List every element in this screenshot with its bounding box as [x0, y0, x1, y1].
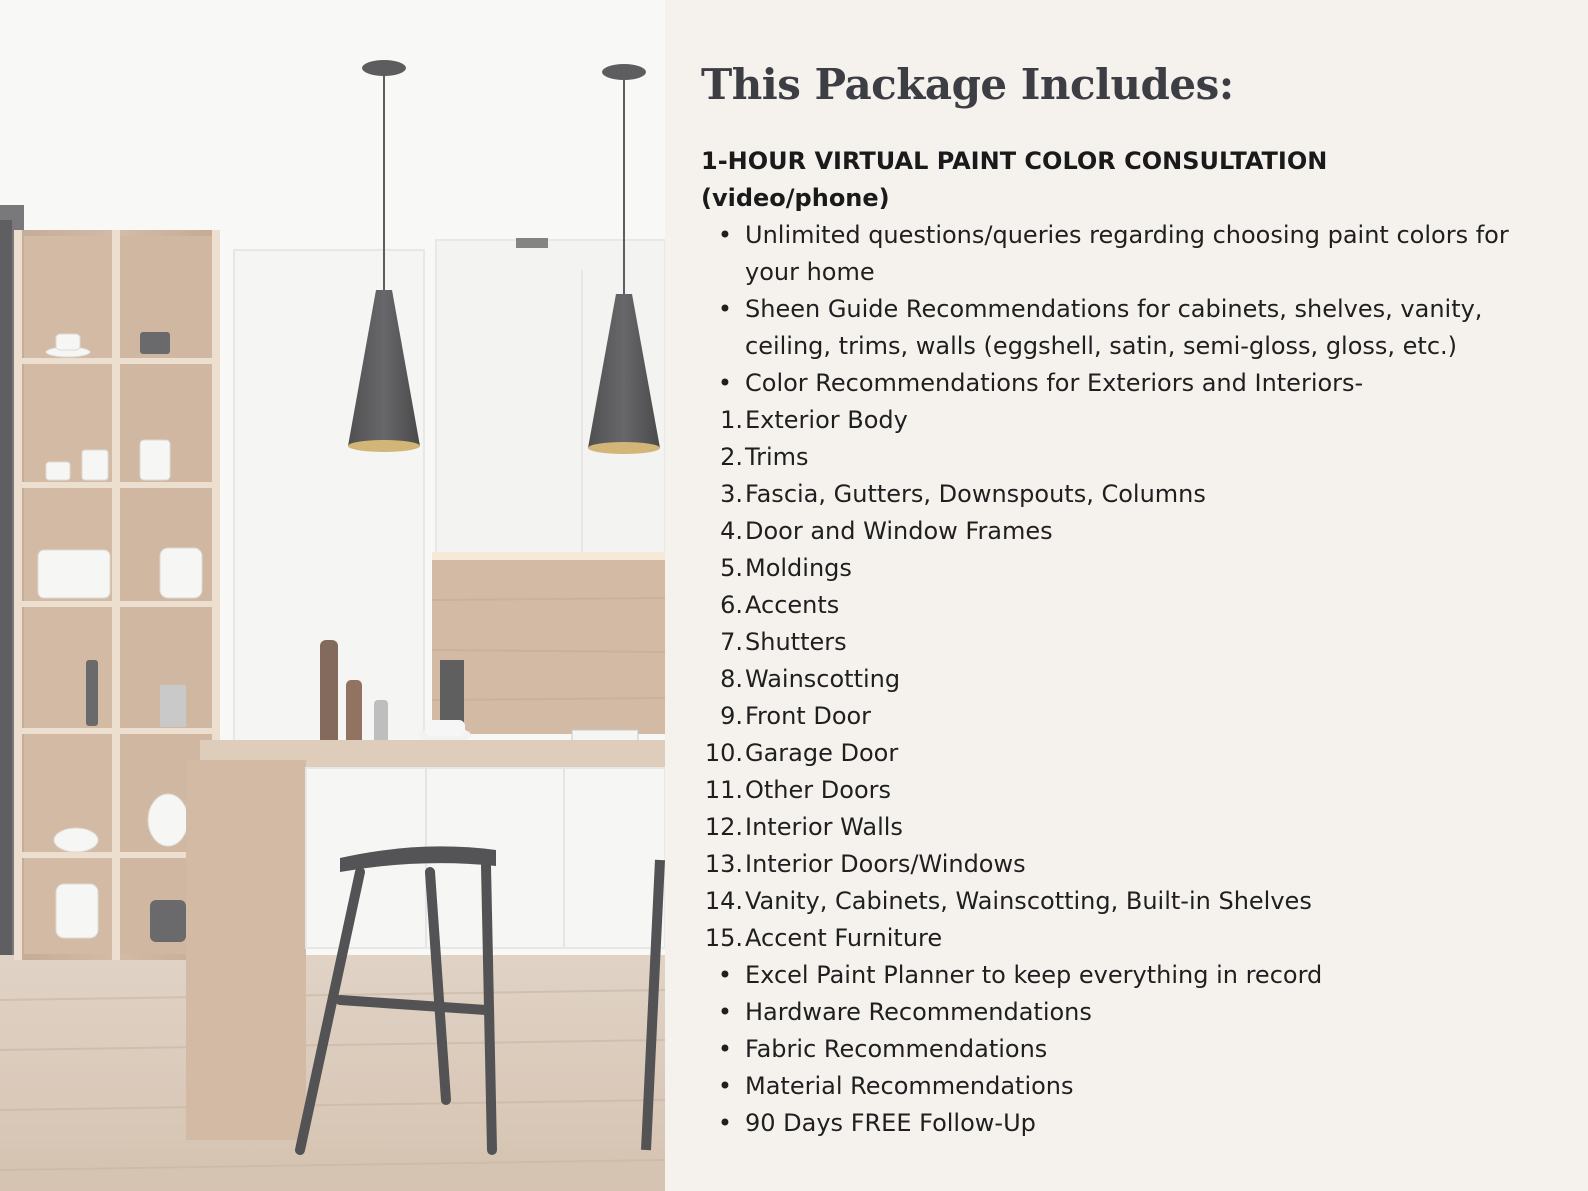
kitchen-illustration — [0, 0, 665, 1191]
numbered-item: 10. Garage Door — [704, 739, 899, 767]
numbered-item: 8. Wainscotting — [720, 665, 901, 693]
bullet-marker: • — [717, 369, 732, 397]
bullet-marker: • — [717, 961, 732, 989]
list-item: • Material Recommendations — [665, 1068, 1545, 1105]
bullet-marker: • — [717, 1109, 732, 1137]
list-item: • Color Recommendations for Exteriors and Interiors- — [665, 365, 1545, 402]
list-item: • 90 Days FREE Follow-Up — [665, 1105, 1545, 1142]
consultation-heading: 1-HOUR VIRTUAL PAINT COLOR CONSULTATION (video/phone) — [701, 147, 1328, 212]
list-item: • Fabric Recommendations — [665, 1031, 1545, 1068]
numbered-item: 6. Accents — [720, 591, 840, 619]
bullet-marker: • — [717, 221, 732, 249]
bullet-marker: • — [717, 295, 732, 323]
numbered-item: 14. Vanity, Cabinets, Wainscotting, Built-in Shelves — [704, 887, 1312, 915]
list-item: • Unlimited questions/queries regarding choosing paint colors for your home — [665, 217, 1545, 291]
numbered-item: 5. Moldings — [720, 554, 852, 582]
numbered-item: 7. Shutters — [720, 628, 847, 656]
numbered-item: 9. Front Door — [720, 702, 872, 730]
kitchen-photo — [0, 0, 665, 1191]
bullet-marker: • — [717, 998, 732, 1026]
numbered-item: 4. Door and Window Frames — [720, 517, 1053, 545]
numbered-item: 3. Fascia, Gutters, Downspouts, Columns — [720, 480, 1206, 508]
list-item: • Hardware Recommendations — [665, 994, 1545, 1031]
numbered-item: 1. Exterior Body — [720, 406, 908, 434]
list-item: • Sheen Guide Recommendations for cabinets, shelves, vanity, ceiling, trims, walls (eggshell, satin, semi-gloss, gloss, etc.) — [665, 291, 1545, 365]
page-title: This Package Includes: — [701, 60, 1234, 109]
numbered-item: 15. Accent Furniture — [704, 924, 943, 952]
numbered-item: 2. Trims — [720, 443, 809, 471]
list-item: • Excel Paint Planner to keep everything in record — [665, 957, 1545, 994]
bullet-marker: • — [717, 1035, 732, 1063]
package-items-list — [665, 217, 1545, 1142]
package-details — [665, 0, 1588, 1191]
numbered-item: 13. Interior Doors/Windows — [704, 850, 1026, 878]
numbered-item: 11. Other Doors — [704, 776, 891, 804]
bullet-marker: • — [717, 1072, 732, 1100]
numbered-item: 12. Interior Walls — [704, 813, 903, 841]
